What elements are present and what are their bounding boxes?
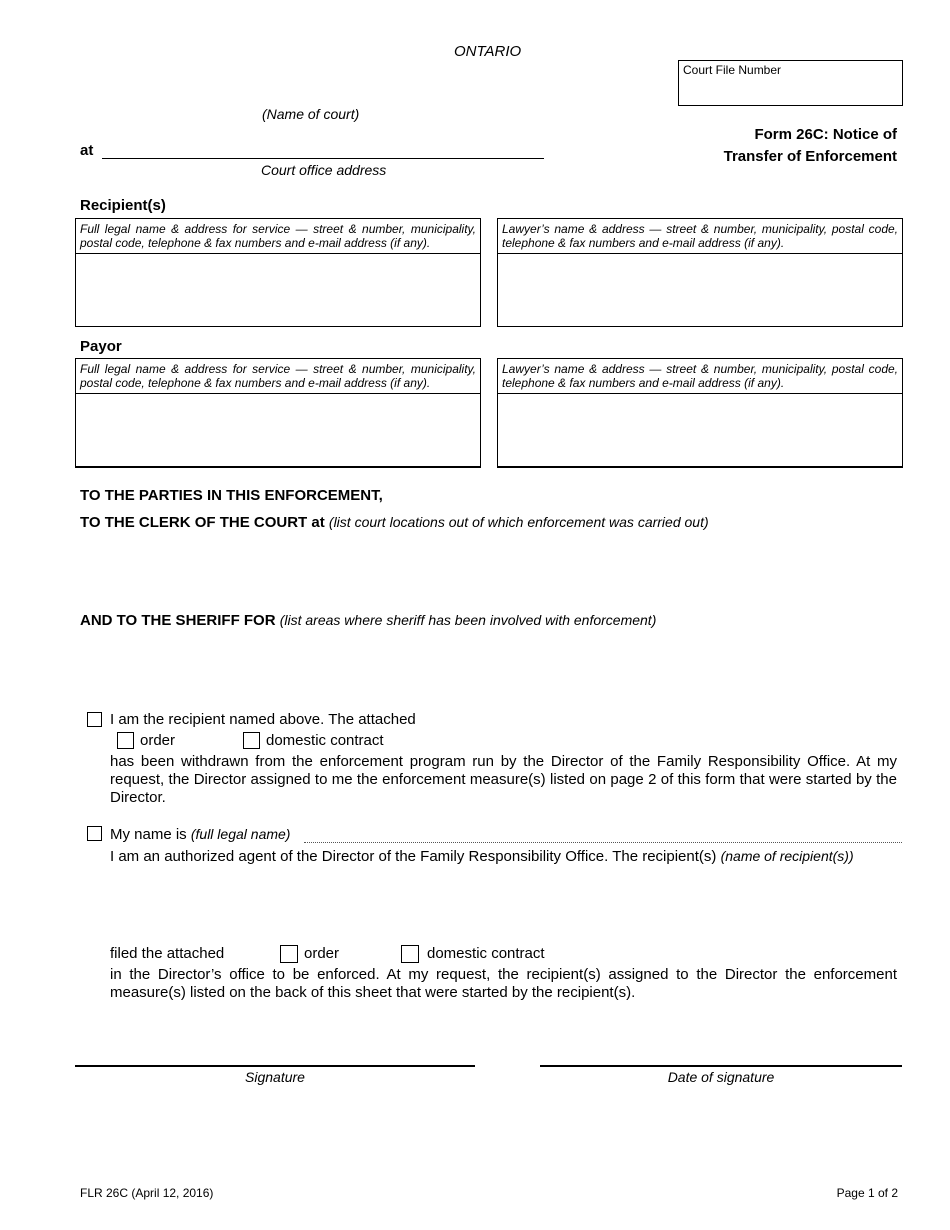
option2-domestic-contract-label: domestic contract: [427, 945, 545, 962]
payor-address-header: Full legal name & address for service — street & number, municipality, postal code, telephone & fax numbers and e-mail address (if any).: [76, 359, 480, 394]
agent-statement-text: I am an authorized agent of the Director of the Family Responsibility Office. The recipient(s): [110, 848, 717, 865]
to-sheriff-instructions: (list areas where sheriff has been involved with enforcement): [279, 612, 657, 628]
agent-name-label: My name is: [110, 826, 187, 843]
option1-order-label: order: [140, 732, 176, 749]
to-clerk-bold: TO THE CLERK OF THE COURT at: [80, 514, 325, 531]
recipient-address-header: Full legal name & address for service — street & number, municipality, postal code, telephone & fax numbers and e-mail address (if any).: [76, 219, 480, 254]
option1-domestic-contract-label: domestic contract: [266, 732, 384, 749]
court-office-address-label: Court office address: [261, 162, 387, 178]
to-clerk-instructions: (list court locations out of which enforcement was carried out): [328, 514, 709, 530]
payor-lawyer-box[interactable]: [497, 358, 903, 468]
recipient-address-field[interactable]: [76, 254, 480, 327]
option1-domestic-contract-checkbox[interactable]: [243, 732, 260, 749]
agent-statement: [110, 847, 854, 866]
agent-full-name-field[interactable]: [304, 842, 902, 843]
jurisdiction: ONTARIO: [454, 43, 522, 60]
recipient-names-field[interactable]: [110, 870, 902, 936]
payor-heading: Payor: [80, 338, 122, 355]
payor-lawyer-field[interactable]: [498, 394, 902, 467]
recipient-option-statement: I am the recipient named above. The attached: [110, 711, 416, 728]
option1-body: has been withdrawn from the enforcement program run by the Director of the Family Responsibility Office. At my request, the Director assigned to me the enforcement measure(s) listed on page 2 of this form that were started by the Director.: [110, 753, 897, 806]
signature-label: Signature: [245, 1069, 305, 1085]
form-title: [724, 124, 897, 168]
agent-name-line: [110, 825, 290, 844]
recipient-lawyer-field[interactable]: [498, 254, 902, 327]
page-number: Page 1 of 2: [836, 1186, 898, 1200]
recipient-address-box[interactable]: [75, 218, 481, 327]
signature-line[interactable]: [75, 1065, 475, 1067]
agent-option-checkbox[interactable]: [87, 826, 102, 841]
payor-address-field[interactable]: [76, 394, 480, 467]
date-of-signature-label: Date of signature: [667, 1069, 775, 1085]
recipients-heading: Recipient(s): [80, 197, 166, 214]
name-of-court-label: (Name of court): [262, 106, 360, 122]
clerk-locations-field[interactable]: [80, 536, 902, 596]
recipient-lawyer-box[interactable]: [497, 218, 903, 327]
form-identifier: FLR 26C (April 12, 2016): [80, 1186, 214, 1200]
recipient-lawyer-header: Lawyer’s name & address — street & number, municipality, postal code, telephone & fax numbers and e-mail address (if any).: [498, 219, 902, 254]
recipient-option-checkbox[interactable]: [87, 712, 102, 727]
agent-recipient-instructions: (name of recipient(s)): [720, 848, 854, 864]
court-file-number-box[interactable]: [678, 60, 903, 106]
option2-body: in the Director’s office to be enforced. At my request, the recipient(s) assigned to the Director the enforcement measure(s) listed on the back of this sheet that were started by the recipient(s).: [110, 966, 897, 1001]
to-sheriff-bold: AND TO THE SHERIFF FOR: [80, 612, 276, 629]
court-file-number-label: Court File Number: [683, 63, 782, 77]
option1-order-checkbox[interactable]: [117, 732, 134, 749]
option2-order-label: order: [304, 945, 340, 962]
date-of-signature-line[interactable]: [540, 1065, 902, 1067]
agent-name-instructions: (full legal name): [190, 826, 291, 842]
sheriff-areas-field[interactable]: [80, 634, 902, 694]
form-title-line2: Transfer of Enforcement: [723, 148, 897, 165]
at-label: at: [80, 142, 94, 159]
option2-order-checkbox[interactable]: [280, 945, 298, 963]
to-parties-heading: TO THE PARTIES IN THIS ENFORCEMENT,: [80, 487, 383, 504]
option2-domestic-contract-checkbox[interactable]: [401, 945, 419, 963]
filed-attached-label: filed the attached: [110, 945, 225, 962]
payor-lawyer-header: Lawyer’s name & address — street & number, municipality, postal code, telephone & fax numbers and e-mail address (if any).: [498, 359, 902, 394]
to-clerk-line: [80, 514, 709, 531]
court-office-address-line[interactable]: [102, 158, 544, 159]
payor-address-box[interactable]: [75, 358, 481, 468]
to-sheriff-line: [80, 612, 656, 629]
form-title-line1: Form 26C: Notice of: [754, 126, 897, 143]
